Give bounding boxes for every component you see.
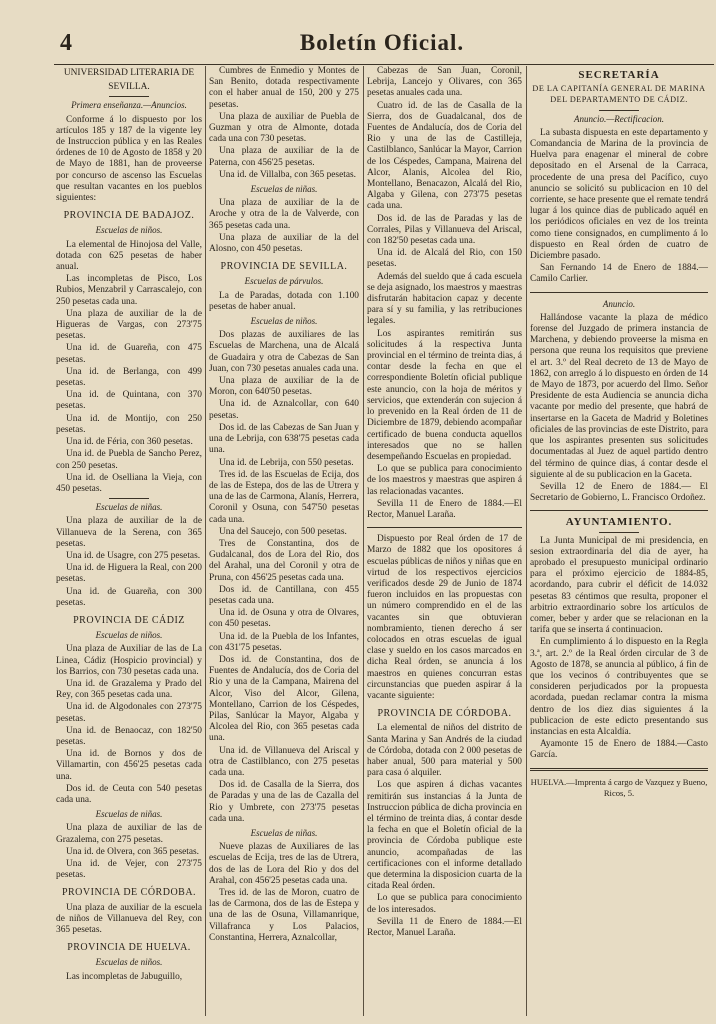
paragraph: Sevilla 11 de Enero de 1884.—El Rector, Manuel Laraña. — [367, 498, 522, 520]
province-heading: PROVINCIA DE CÁDIZ — [73, 614, 185, 626]
paragraph-list — [209, 291, 359, 313]
paragraph: Una id. de Oselliana la Vieja, con 450 pesetas. — [56, 472, 202, 494]
paragraph: Una id. de Algodonales con 273'75 pesetas. — [56, 702, 202, 724]
article-separator — [530, 292, 708, 293]
subheading: Escuelas de niñas. — [250, 828, 318, 838]
paragraph: Tres id. de las Escuelas de Ecija, dos de las de Estepa, dos de las de Utrera y una de las de Carmona, Alanís, Herrera, Coronil y Osuna, con 547'50 pesetas cada una. — [209, 469, 359, 525]
paragraph: Una id. de la Puebla de los Infantes, con 431'75 pesetas. — [209, 631, 359, 653]
paragraph: La de Paradas, dotada con 1.100 pesetas de haber anual. — [209, 290, 359, 312]
subheading: Escuelas de niñas. — [95, 809, 163, 820]
paragraph-list — [367, 723, 522, 939]
paragraph: Dos id. de Ceuta con 540 pesetas cada una. — [56, 783, 202, 805]
subheading: Anuncio. — [602, 298, 636, 309]
paragraph: Una id. de Osuna y otra de Olvares, con 450 pesetas. — [209, 608, 359, 630]
paragraph: Una plaza de auxiliar de la escuela de niños de Villanueva del Rey, con 365 pesetas. — [56, 902, 202, 936]
page-header — [52, 28, 712, 64]
paragraph: Las incompletas de Pisco, Los Rubios, Menzabril y Carrascalejo, con 250 pesetas cada una. — [56, 274, 202, 307]
column-3 — [367, 66, 522, 1024]
paragraph: Una id. de Higuera la Real, con 200 pesetas. — [56, 563, 202, 585]
paragraph: Una id. de Guareña, con 300 pesetas. — [56, 586, 202, 608]
paragraph: Una plaza de auxiliar de la de Higueras de Vargas, con 273'75 pesetas. — [56, 308, 202, 342]
paragraph: Conforme á lo dispuesto por los artículos 185 y 187 de la vigente ley de Instruccion pública y en las Reales órdenes de 10 de Agosto de 1858 y 20 de Mayo de 1881, han de proveerse por concurso de ascenso las Escuelas que resultan vacantes en los pueblos siguientes: — [56, 114, 202, 204]
paragraph: Tres id. de las de Moron, cuatro de las de Carmona, dos de las de Estepa y una de las de Osuna, Villamanrique, Villafranca y Los Palacios, Constantina, Herrera, Aznalcollar, — [209, 888, 359, 943]
paragraph: Sevilla 12 de Enero de 1884.— El Secretario de Gobierno, L. Francisco Ordoñez. — [530, 481, 708, 504]
paragraph: Dos id. de las Cabezas de San Juan y una de Lebrija, con 638'75 pesetas cada una. — [209, 422, 359, 456]
province-heading: PROVINCIA DE CÓRDOBA. — [377, 708, 512, 720]
paragraph-list — [56, 903, 202, 937]
subheading: Escuelas de niñas. — [95, 502, 163, 513]
paragraph: Una plaza de auxiliar de Puebla de Guzman y otra de Almonte, dotada cada una con 730 pesetas. — [209, 111, 359, 145]
paragraph: Una id. de Benaocaz, con 182'50 pesetas. — [56, 725, 202, 747]
paragraph: Una id. de Lebrija, con 550 pesetas. — [219, 457, 354, 468]
subheading: Escuelas de niños. — [95, 630, 163, 641]
subheading: Anuncio.—Rectificacion. — [574, 113, 664, 124]
column-divider — [363, 66, 364, 1016]
province-heading: PROVINCIA DE BADAJOZ. — [63, 210, 195, 222]
paragraph: Además del sueldo que á cada escuela se deja asignado, los maestros y maestras disfrutarán habitacion capaz y decente para sí y su familia, y las retribuciones legales. — [367, 271, 522, 327]
paragraph-list — [209, 330, 359, 825]
paragraph: La elemental de niños del distrito de Santa Marina y San Andrés de la ciudad de Córdoba, dotada con 2 000 pesetas de haber anual, 500 para material y 500 para casa ó alquiler. — [367, 723, 522, 779]
paragraph: San Fernando 14 de Enero de 1884.—Camilo Carlier. — [530, 263, 708, 285]
paragraph-list — [56, 972, 202, 983]
paragraph: Una id. de Féria, con 360 pesetas. — [66, 437, 193, 448]
paragraph: Dos id. de las de Paradas y las de Corrales, Pilas y Villanueva del Ariscal, con 182'50 pesetas cada una. — [367, 213, 522, 247]
paragraph: Una id. de Villalba, con 365 pesetas. — [219, 169, 356, 180]
section-heading-sub: DE LA CAPITANÍA GENERAL DE MARINA DEL DEPARTAMENTO DE CÁDIZ. — [532, 84, 706, 105]
paragraph: Ayamonte 15 de Enero de 1884.—Casto García. — [530, 739, 708, 761]
subheading: Escuelas de niñas. — [250, 184, 318, 195]
province-heading: PROVINCIA DE HUELVA. — [67, 942, 191, 954]
paragraph: La elemental de Hinojosa del Valle, dotada con 625 pesetas de haber anual. — [56, 239, 202, 273]
province-heading: PROVINCIA DE SEVILLA. — [220, 261, 348, 273]
paragraph: Dispuesto por Real órden de 17 de Marzo de 1882 que los opositores á escuelas públicas de niños y niñas que en virtud de los respectivos ejercicios verificados desde 29 de Junio de 1874 fueron incluidos en las propuestas con un número comprendido en el de las vacantes sin que obtuvieran nombramiento, tienen derecho á ser colocados en otras escuelas de igual clase y sueldo en los casos marcados en dicha Real órden, se anuncia á los maestros en quienes concurran estas circunstancias que pueden aspirar á la vacante siguiente: — [367, 534, 522, 701]
section-heading-sub: SEVILLA. — [108, 82, 150, 93]
paragraph: Cuatro id. de las de Casalla de la Sierra, dos de Guadalcanal, dos de Fuentes de Andalucía, dos de Coria del Rio y una de las de Castilleja, Castilblanco, Sanlúcar la Mayor, Carrion de los Céspedes, Campana, Mairena del Alcor, Alanis, Alcolea del Rio, Montellano, Benacazon, Alcalá del Rio, Algaba y Gilena, con 273'75 pesetas cada una. — [367, 100, 522, 212]
paragraph: Una id. de Montijo, con 250 pesetas. — [56, 413, 202, 435]
section-heading: SECRETARÍA — [578, 69, 660, 81]
subheading: Escuelas de párvulos. — [244, 276, 324, 287]
paragraph: Lo que se publica para conocimiento de los maestros y maestras que aspiren á las relacionadas vacantes. — [367, 464, 522, 497]
province-heading: PROVINCIA DE CÓRDOBA. — [61, 887, 197, 899]
section-heading: AYUNTAMIENTO. — [565, 516, 673, 529]
paragraph: Dos id. de Constantina, dos de Fuentes de Andalucía, dos de Coria del Rio y una de la Campana, Mairena del Alcor, Viso del Alcor, Gilena, Montellano, Carrion de los Céspedes, Pilas, Sanlúcar la Mayor, Algaba y Alcolea del Rio, con 365 pesetas cada una. — [209, 654, 359, 744]
paragraph: Sevilla 11 de Enero de 1884.—El Rector, Manuel Laraña. — [367, 916, 522, 939]
paragraph: Una id. de Quintana, con 370 pesetas. — [56, 390, 202, 412]
paragraph: Las incompletas de Jabuguillo, — [66, 971, 183, 982]
paragraph: La subasta dispuesta en este departamento y Comandancia de Marina de la provincia de Huelva para enagenar el mineral de cobre depositado en el Arsenal de la Carraca, procedente de una presa del Pacífico, cuyo anuncio se solicitó su publicacion en 10 del corriente, se hace presente que el remate tendrá lugar á los quince dias de publicado aquél en los periódicos oficiales en vez de los treinta como tiene consignados, en cumplimento á lo dispuesto en Real órden de cuatro de Diciembre pasado. — [530, 127, 708, 262]
paragraph: Dos plazas de auxiliares de las Escuelas de Marchena, una de Alcalá de Guadaira y otra de Cabezas de San Juan, con 730 pesetas anuales cada una. — [209, 330, 359, 374]
paragraph: Una id. de Villanueva del Ariscal y otra de Castilblanco, con 275 pesetas cada una. — [209, 745, 359, 778]
paragraph: Cabezas de San Juan, Coronil, Lebrija, Lancejo y Olivares, con 365 pesetas anuales cada una. — [367, 66, 522, 99]
paragraph: Una id. de Alcalá del Rio, con 150 pesetas. — [367, 248, 522, 270]
paragraph: Dos id. de Casalla de la Sierra, dos de Paradas y una de las de Cazalla del Rio y Umbrete, con 273'75 pesetas cada una. — [209, 780, 359, 824]
subheading: Escuelas de niños. — [95, 225, 163, 236]
header-rule — [54, 64, 714, 65]
paragraph: Lo que se publica para conocimiento de los interesados. — [367, 893, 522, 915]
paragraph: Dos id. de Cantillana, con 455 pesetas cada una. — [209, 584, 359, 606]
column-2 — [209, 66, 359, 1024]
paragraph: Una del Saucejo, con 500 pesetas. — [219, 526, 347, 537]
paragraph-list — [530, 128, 708, 286]
paragraph-list — [56, 516, 202, 609]
article-separator — [530, 768, 708, 771]
column-1 — [56, 66, 202, 1024]
imprint: HUELVA.—Imprenta á cargo de Vazquez y Bueno, Ricos, 5. — [530, 776, 708, 798]
paragraph-list — [56, 644, 202, 806]
paragraph: Una plaza de auxiliar de la de Villanueva de la Serena, con 365 pesetas. — [56, 516, 202, 549]
paragraph-list — [367, 534, 522, 702]
article-separator — [530, 510, 708, 511]
paragraph: Una id. de Olvera, con 365 pesetas. — [66, 846, 200, 857]
publication-title: Boletín Oficial. — [299, 30, 465, 55]
subheading: Escuelas de niños. — [250, 316, 318, 327]
paragraph-list — [209, 842, 359, 944]
paragraph: Una id. de Puebla de Sancho Perez, con 250 pesetas. — [56, 449, 202, 471]
paragraph-list — [530, 313, 708, 504]
page-number: 4 — [60, 30, 72, 56]
paragraph-list — [209, 198, 359, 255]
paragraph: Una id. de Vejer, con 273'75 pesetas. — [56, 859, 202, 881]
paragraph: Una id. de Usagre, con 275 pesetas. — [66, 550, 201, 561]
paragraph: Una plaza de auxiliar de la de Moron, con 640'50 pesetas. — [209, 376, 359, 398]
paragraph: Una plaza de auxiliar de la del Alosno, con 450 pesetas. — [209, 232, 359, 255]
paragraph: Nueve plazas de Auxiliares de las escuelas de Ecija, tres de las de Utrera, dos de las de Lora del Rio y dos del Arahal, con 456'25 pesetas cada una. — [209, 842, 359, 886]
section-heading: UNIVERSIDAD LITERARIA DE — [63, 68, 195, 78]
paragraph: La Junta Municipal de mi presidencia, en sesion extraordinaria del dia de ayer, ha aprobado el presupuesto municipal ordinario para el próximo ejercicio de 1884-85, acordando, para cubrir el déficit de 14.032 pesetas 83 céntimos que resulta, proponer el arbitrio extraordinario sobre los artículos de comer, beber y arder que se relacionan en la tarifa que se inserta á continuacion. — [530, 535, 708, 636]
column-divider — [205, 66, 206, 1016]
paragraph: Una id. de Guareña, con 475 pesetas. — [56, 343, 202, 365]
paragraph: Una id. de Berlanga, con 499 pesetas. — [56, 366, 202, 389]
paragraph: Una plaza de auxiliar de las de Grazalema, con 275 pesetas. — [56, 823, 202, 845]
paragraph: Los que aspiren á dichas vacantes remitirán sus instancias á la Junta de Instruccion pública de dicha provincia en el término de treinta dias, á contar desde la fecha en que el Boletín oficial de la provincia de Córdoba publique este anuncio, acompañadas de las certificaciones con el informe detallado que determina la disposicion cuarta de la citada Real órden. — [367, 780, 522, 892]
paragraph: Los aspirantes remitirán sus solicitudes á la respectiva Junta provincial en el término de treinta dias, á contar desde la fecha en que el correspondiente Boletín oficial publique este anuncio, con la hoja de méritos y servicios, que extenderán con sujecion á lo prevenido en la Real órden de 11 de Diciembre de 1879, debiendo acompañar certificado de buena conducta aquellos interesados que no se hallen desempeñando Escuelas en propiedad. — [367, 328, 522, 462]
paragraph: En cumplimiento á lo dispuesto en la Regla 3.ª, art. 2.º de la Real órden circular de 3 de Agosto de 1878, se anuncia al público, á fin de que los vecinos ó contribuyentes que se consideren perjudicados por la propuesta acordada, puedan reclamar contra la misma dentro de los diez dias siguientes á la publicacion de este edicto presentando sus instancias en esta Alcaldía. — [530, 637, 708, 737]
paragraph: Una id. de Aznalcollar, con 640 pesetas. — [209, 399, 359, 421]
paragraph-list — [367, 66, 522, 521]
subheading: Primera enseñanza.—Anuncios. — [71, 100, 187, 111]
paragraph-list — [56, 823, 202, 881]
paragraph: Tres de Constantina, dos de Gudalcanal, dos de Lora del Rio, dos del Arahal, una del Coronil y otra de Pruna, con 456'25 pesetas cada una. — [209, 538, 359, 583]
column-divider — [526, 66, 527, 1016]
article-separator — [367, 527, 522, 528]
paragraph: Una id. de Bornos y dos de Villamartin, con 456'25 pesetas cada una. — [56, 749, 202, 782]
paragraph: Cumbres de Enmedio y Montes de San Benito, dotada respectivamente con el haber anual de 150, 200 y 275 pesetas. — [209, 66, 359, 110]
column-4 — [530, 66, 708, 1024]
subheading: Escuelas de niños. — [95, 957, 163, 968]
paragraph: Una plaza de auxiliar de la de Aroche y otra de la de Valverde, con 365 pesetas cada una. — [209, 198, 359, 231]
paragraph: Una plaza de Auxiliar de las de La Linea, Cádiz (Hospicio provincial) y los Barrios, con 730 pesetas cada una. — [56, 644, 202, 677]
paragraph: Hallándose vacante la plaza de médico forense del Juzgado de primera instancia de Marchena, y debiendo proveerse la misma en persona que reuna los requisitos que previene el art. 3.º del Real decreto de 13 de Mayo de 1862, con arreglo á lo dispuesto en órden de 14 de Mayo de 1873, por acuerdo del Ilmo. Señor Presidente de esta Audiencia se anuncia dicha vacante por medio del presente, que habrá de insertarse en la Gaceta de Madrid y Boletines oficiales de las provincias de este Distrito, para que los aspirantes presenten sus solicitudes documentadas al Juez de aquel partido dentro del término de quince dias, á contar desde el siguiente al de su publicacion en la Gaceta. — [530, 312, 708, 480]
paragraph-list — [209, 66, 359, 181]
paragraph-list — [56, 240, 202, 495]
paragraph-list — [530, 536, 708, 762]
paragraph: Una id. de Grazalema y Prado del Rey, con 365 pesetas cada una. — [56, 678, 202, 701]
paragraph: Una plaza de auxiliar de la de Paterna, con 456'25 pesetas. — [209, 146, 359, 168]
